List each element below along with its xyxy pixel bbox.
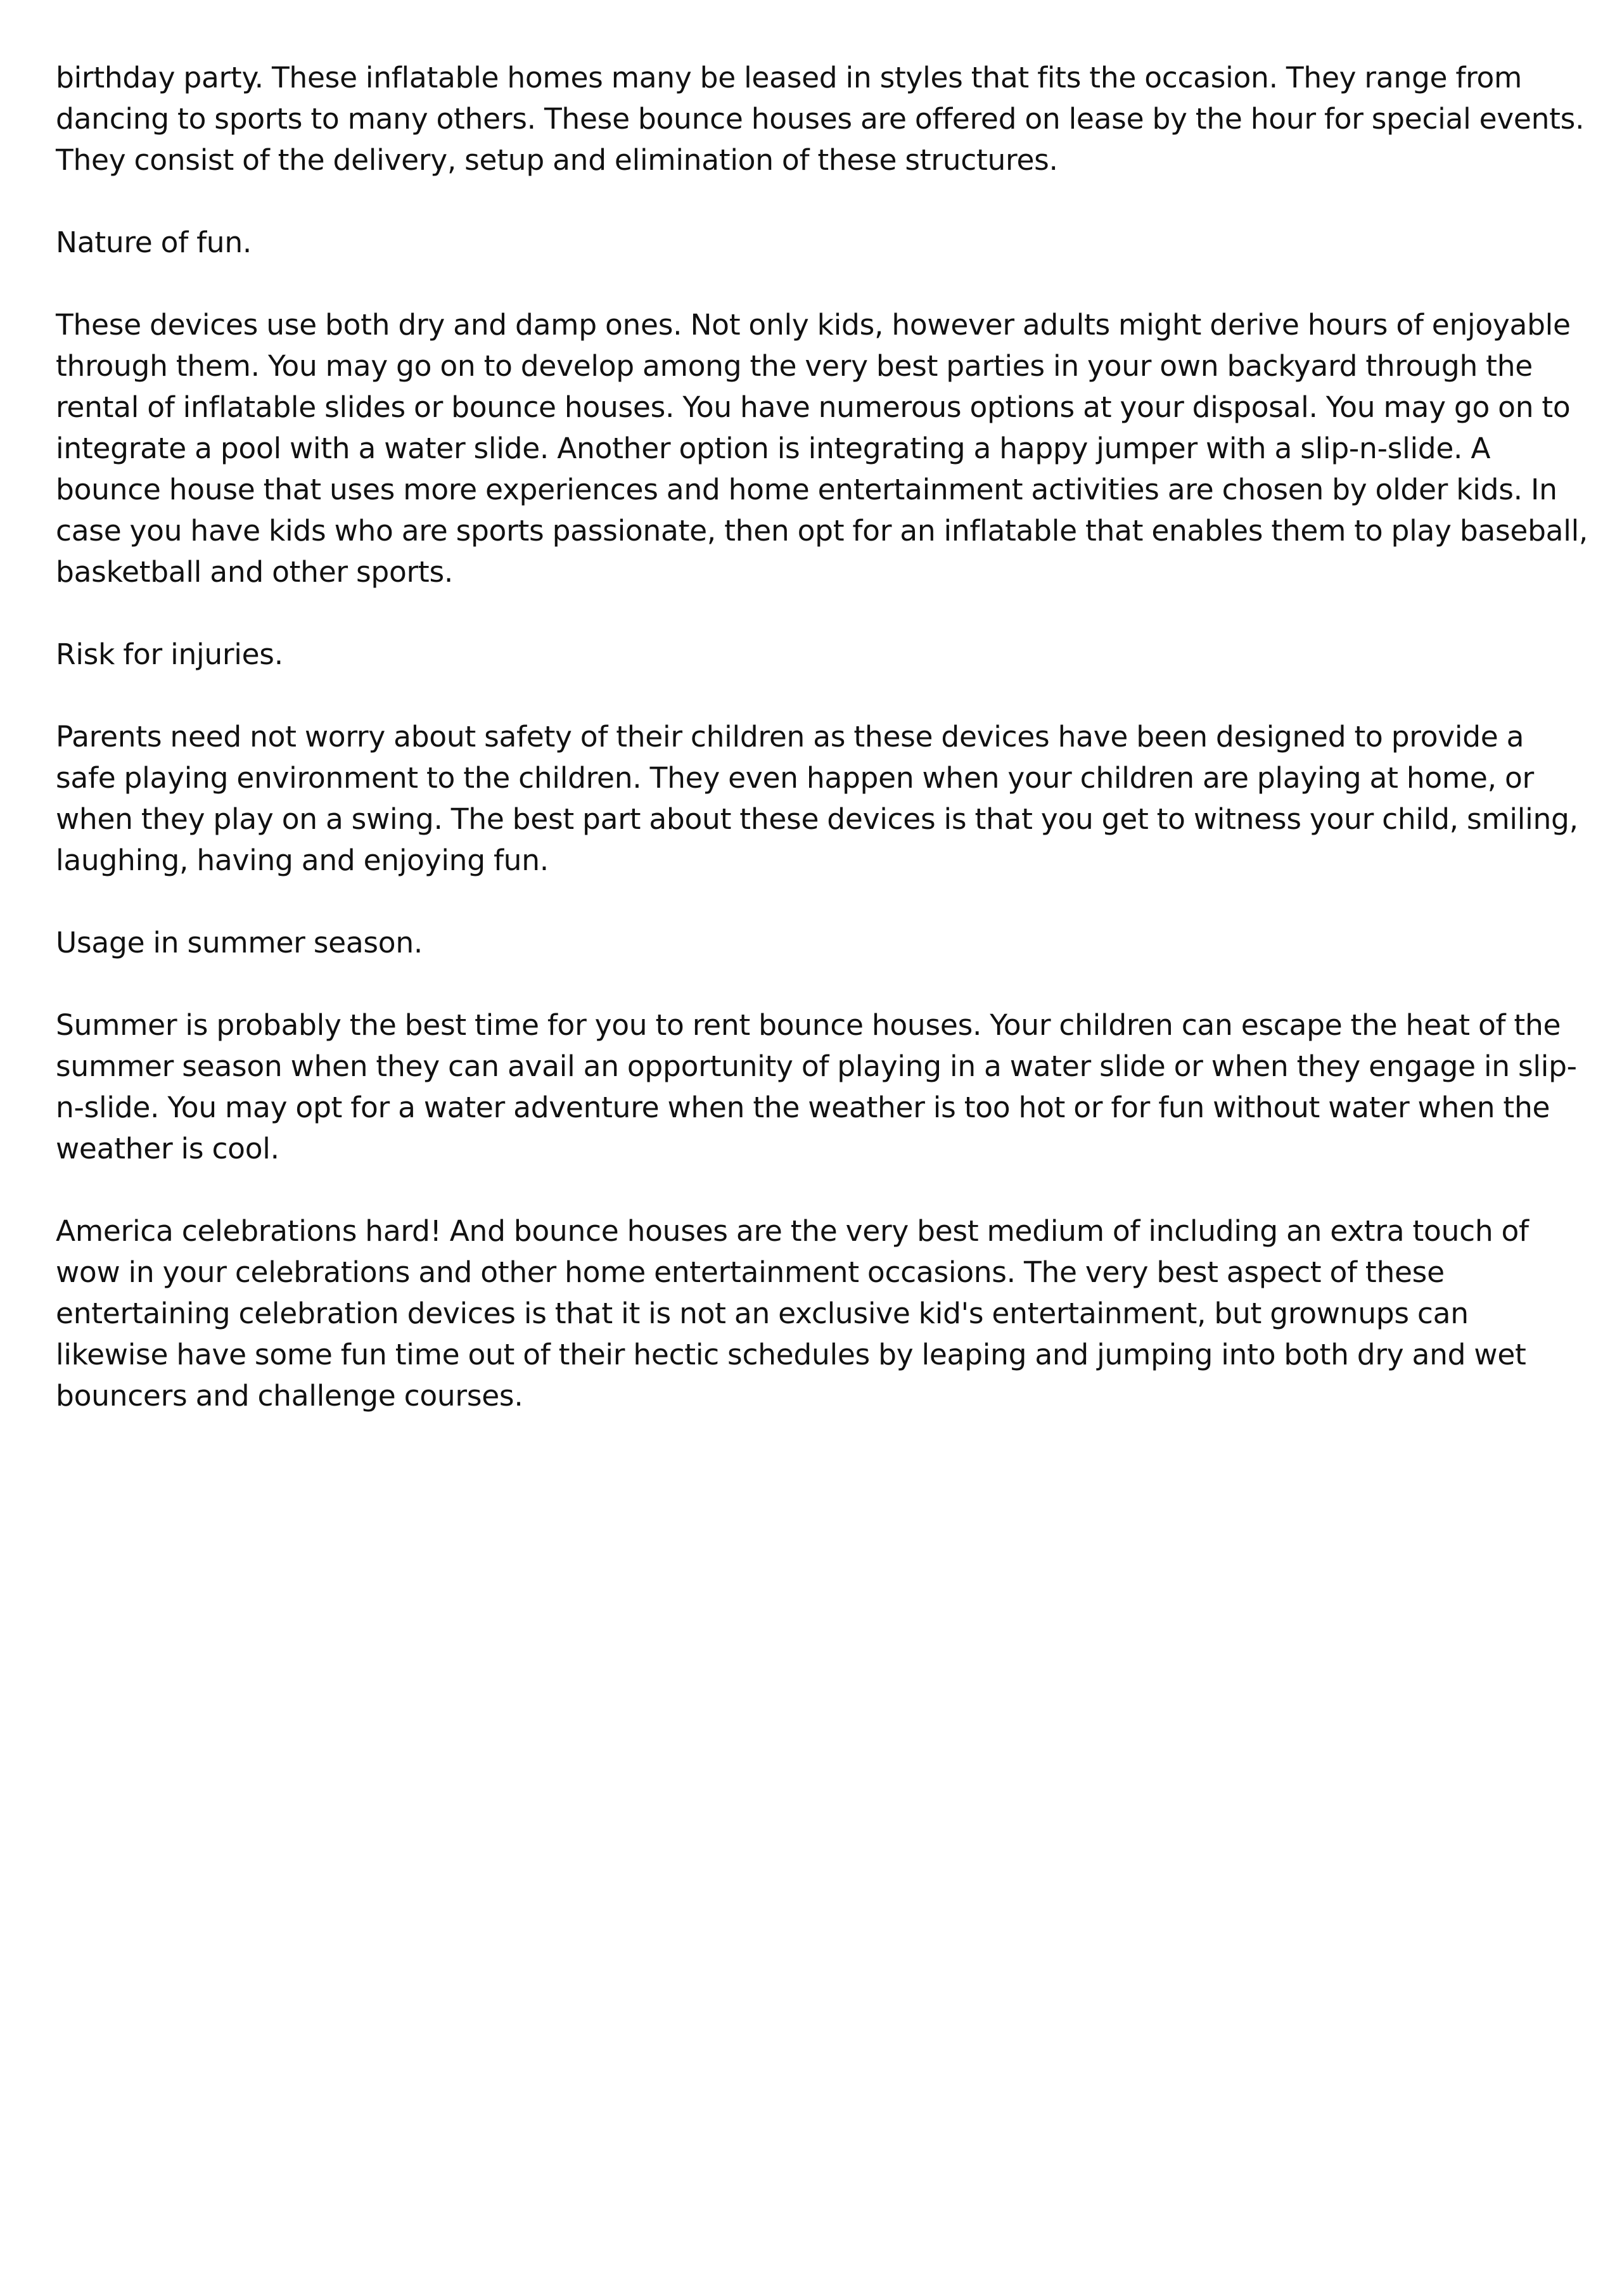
- paragraph-risk-for-injuries: Parents need not worry about safety of their children as these devices have been designed to provide a safe playing environment to the children. They even happen when your children are playing at home, or when they play on a swing. The best part about these devices is that you get to witness your child, smiling, laughing, having and enjoying fun.: [56, 720, 1578, 877]
- document-body: [56, 57, 1589, 1416]
- heading-nature-of-fun: Nature of fun.: [56, 226, 252, 259]
- paragraph-nature-of-fun: These devices use both dry and damp ones. Not only kids, however adults might derive hours of enjoyable through them. You may go on to develop among the very best parties in your own backyard through the rental of inflatable slides or bounce houses. You have numerous options at your disposal. You may go on to integrate a pool with a water slide. Another option is integrating a happy jumper with a slip-n-slide. A bounce house that uses more experiences and home entertainment activities are chosen by older kids. In case you have kids who are sports passionate, then opt for an inflatable that enables them to play baseball, basketball and other sports.: [56, 308, 1588, 589]
- paragraph-usage-in-summer: Summer is probably the best time for you to rent bounce houses. Your children can escape the heat of the summer season when they can avail an opportunity of playing in a water slide or when they engage in slip-n-slide. You may opt for a water adventure when the weather is too hot or for fun without water when the weather is cool.: [56, 1008, 1577, 1165]
- paragraph-birthday-party: birthday party. These inflatable homes many be leased in styles that fits the occasion. They range from dancing to sports to many others. These bounce houses are offered on lease by the hour for special events. They consist of the delivery, setup and elimination of these structures.: [56, 61, 1585, 177]
- heading-risk-for-injuries: Risk for injuries.: [56, 638, 283, 671]
- paragraph-america-celebrations: America celebrations hard! And bounce houses are the very best medium of including an extra touch of wow in your celebrations and other home entertainment occasions. The very best aspect of these entertaining celebration devices is that it is not an exclusive kid's entertainment, but grownups can likewise have some fun time out of their hectic schedules by leaping and jumping into both dry and wet bouncers and challenge courses.: [56, 1214, 1529, 1413]
- heading-usage-in-summer: Usage in summer season.: [56, 926, 423, 959]
